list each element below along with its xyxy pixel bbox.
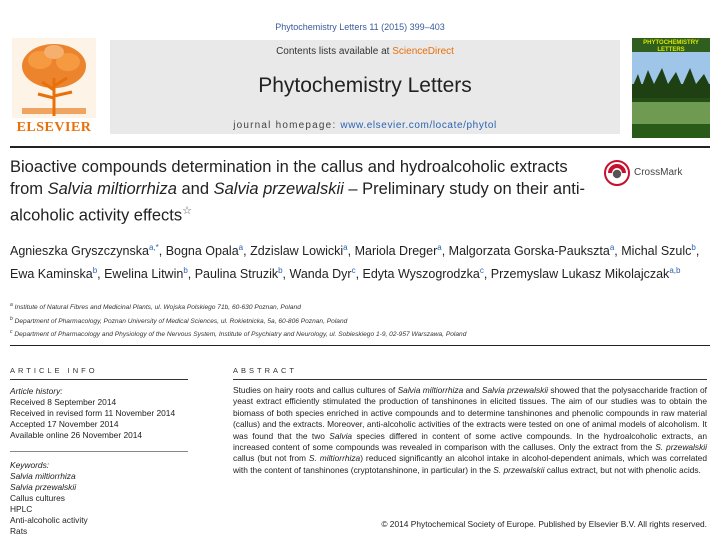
- affiliation-item: [10, 314, 710, 328]
- author-name[interactable]: Edyta Wyszogrodzka: [362, 267, 480, 282]
- title-species-2: Salvia przewalskii: [213, 180, 344, 198]
- author-name[interactable]: Ewa Kaminska: [10, 267, 93, 282]
- journal-masthead: [110, 40, 620, 134]
- cover-title: PHYTOCHEMISTRY LETTERS: [643, 40, 699, 53]
- journal-title: Phytochemistry Letters: [258, 74, 472, 97]
- abstract-species-name: Salvia przewalskii: [481, 385, 549, 395]
- author-name[interactable]: Ewelina Litwin: [104, 267, 184, 282]
- sciencedirect-link[interactable]: ScienceDirect: [392, 46, 454, 57]
- article-info-rule: [10, 379, 188, 380]
- homepage-line: [110, 120, 620, 131]
- affiliation-text: Department of Pharmacology, Poznan University of Medical Sciences, ul. Rokietnicka, 5a, 60-806 Poznan, Poland: [14, 317, 348, 325]
- keywords: [10, 460, 190, 537]
- article-history: [10, 386, 190, 441]
- title-and: and: [176, 180, 214, 198]
- author-name[interactable]: Paulina Struzik: [194, 267, 279, 282]
- author-name[interactable]: Malgorzata Gorska-Paukszta: [448, 244, 610, 259]
- author-affiliation-mark[interactable]: a: [238, 243, 244, 252]
- affiliation-item: [10, 327, 710, 341]
- abstract-segment: Studies on hairy roots and callus cultures of: [233, 385, 398, 395]
- abstract-text: [233, 385, 707, 476]
- history-online: Available online 26 November 2014: [10, 430, 143, 440]
- abstract-species-name: Salvia miltiorrhiza: [397, 385, 464, 395]
- abstract-species-name: S. przewalskii: [493, 464, 545, 475]
- title-footnote-star-icon[interactable]: ☆: [182, 205, 192, 217]
- author-name[interactable]: Przemyslaw Lukasz Mikolajczak: [490, 267, 670, 282]
- affiliation-key: c: [10, 329, 13, 336]
- abstract-segment: callus extract, but not with phenolic acids.: [544, 464, 701, 475]
- author-name[interactable]: Michal Szulc: [621, 244, 692, 259]
- article-title: [10, 156, 600, 227]
- history-label: Article history:: [10, 386, 63, 396]
- abstract-segment: and: [463, 385, 482, 395]
- homepage-link[interactable]: www.elsevier.com/locate/phytol: [340, 120, 497, 131]
- contents-line: [110, 46, 620, 57]
- author-affiliation-mark[interactable]: b: [278, 266, 283, 276]
- elsevier-tree-icon: [12, 38, 96, 118]
- author-separator: ,: [347, 244, 355, 259]
- elsevier-wordmark: ELSEVIER: [16, 120, 92, 135]
- author-separator: ,: [441, 244, 449, 259]
- abstract-rule: [233, 379, 707, 380]
- author-separator: ,: [97, 267, 105, 282]
- abstract-segment: ) reduced significantly an alcohol intake in alcohol-dependent animals, which was correlated with the content of tanshinones (cryptotanshinone, in particular) in the: [233, 453, 707, 475]
- keywords-label: Keywords:: [10, 460, 50, 470]
- author-list: [10, 238, 710, 284]
- author-name[interactable]: Bogna Opala: [165, 244, 239, 259]
- contents-prefix: Contents lists available at: [276, 46, 393, 57]
- history-received: Received 8 September 2014: [10, 397, 117, 407]
- author-separator: ,: [158, 244, 166, 259]
- elsevier-logo[interactable]: [10, 38, 98, 138]
- author-separator: ,: [282, 267, 290, 282]
- author-separator: ,: [483, 267, 491, 282]
- keyword-item: Anti-alcoholic activity: [10, 515, 88, 525]
- history-divider: [10, 451, 188, 452]
- author-separator: ,: [695, 244, 700, 259]
- article-info-heading: ARTICLE INFO: [10, 366, 98, 375]
- abstract-heading: ABSTRACT: [233, 366, 298, 375]
- title-species-1: Salvia miltiorrhiza: [47, 180, 177, 198]
- title-part-2: – Preliminary study on their anti-alcoholic activity effects: [10, 180, 585, 225]
- abstract-segment: callus (but not from: [233, 453, 309, 464]
- keyword-item: Salvia przewalskii: [10, 482, 77, 492]
- author-separator: ,: [355, 267, 363, 282]
- author-affiliation-mark[interactable]: a: [343, 243, 348, 252]
- author-name[interactable]: Mariola Dreger: [354, 244, 438, 259]
- affiliation-text: Department of Pharmacology and Physiology of the Nervous System, Institute of Psychiatry and Neurology, ul. Sobieskiego 1-9, 02-957 Warszawa, Poland: [14, 331, 467, 339]
- history-accepted: Accepted 17 November 2014: [10, 419, 119, 429]
- author-affiliation-mark[interactable]: c: [479, 266, 484, 276]
- author-separator: ,: [614, 244, 622, 259]
- author-affiliation-mark[interactable]: a: [437, 243, 442, 252]
- history-revised: Received in revised form 11 November 2014: [10, 408, 176, 418]
- affiliations: [10, 300, 710, 341]
- crossmark-label: CrossMark: [634, 167, 683, 178]
- author-affiliation-mark[interactable]: a: [609, 243, 615, 252]
- abstract-segment: species differed in content of some active compounds. In the hydroalcoholic extracts, an increased content of some compounds was revealed in comparison with the calluses. Only the extract from the: [233, 430, 707, 453]
- crossmark-button[interactable]: [604, 160, 710, 190]
- abstract-species-name: S. przewalskii: [655, 442, 707, 453]
- homepage-label: journal homepage:: [233, 120, 341, 131]
- keyword-item: Rats: [10, 526, 28, 536]
- copyright-notice: © 2014 Phytochemical Society of Europe. Published by Elsevier B.V. All rights reserved.: [381, 519, 707, 529]
- author-separator: ,: [243, 244, 251, 259]
- author-name[interactable]: Wanda Dyr: [289, 267, 352, 282]
- author-affiliation-mark[interactable]: c: [351, 266, 356, 276]
- crossmark-icon: [604, 160, 630, 186]
- affiliation-text: Institute of Natural Fibres and Medicinal Plants, ul. Wojska Polskiego 71b, 60-630 Poznan, Poland: [14, 304, 301, 312]
- journal-reference: Phytochemistry Letters 11 (2015) 399–403: [275, 22, 445, 32]
- abstract-species-name: Salvia: [329, 430, 353, 441]
- abstract-segment: showed that the polysaccharide fraction of yeast extract efficiently stimulated the production of tanshinones in elicited tissues. The aim of our studies was to obtain the biomass of both species enriched in active compounds and to determine tanshinones and phenolic compounds in raw material (callus) and the extracts. Moreover, anti-alcoholic activities of the extracts were tested on one of animal models of alcoholism. It was found that the two: [233, 385, 707, 441]
- affiliation-item: [10, 300, 710, 314]
- author-separator: ,: [187, 267, 195, 282]
- title-part-1: Bioactive compounds determination in the callus and hydroalcoholic extracts from: [10, 158, 568, 198]
- keyword-item: Salvia miltiorrhiza: [10, 471, 76, 481]
- author-affiliation-mark[interactable]: a,b: [669, 266, 681, 276]
- author-affiliation-mark[interactable]: b: [92, 266, 98, 276]
- author-affiliation-mark[interactable]: b: [691, 243, 696, 252]
- author-affiliation-mark[interactable]: b: [183, 266, 188, 276]
- author-name[interactable]: Agnieszka Gryszczynska: [10, 244, 149, 259]
- affiliation-key: a: [10, 302, 13, 308]
- keyword-item: HPLC: [10, 504, 33, 514]
- author-name[interactable]: Zdzislaw Lowicki: [250, 244, 344, 259]
- keyword-item: Callus cultures: [10, 493, 65, 503]
- affiliation-key: b: [10, 315, 13, 322]
- journal-cover[interactable]: [632, 38, 710, 138]
- header-divider: [10, 146, 710, 148]
- abstract-species-name: S. miltiorrhiza: [308, 453, 361, 464]
- author-affiliation-mark[interactable]: a,*: [148, 243, 159, 252]
- section-divider: [10, 345, 710, 346]
